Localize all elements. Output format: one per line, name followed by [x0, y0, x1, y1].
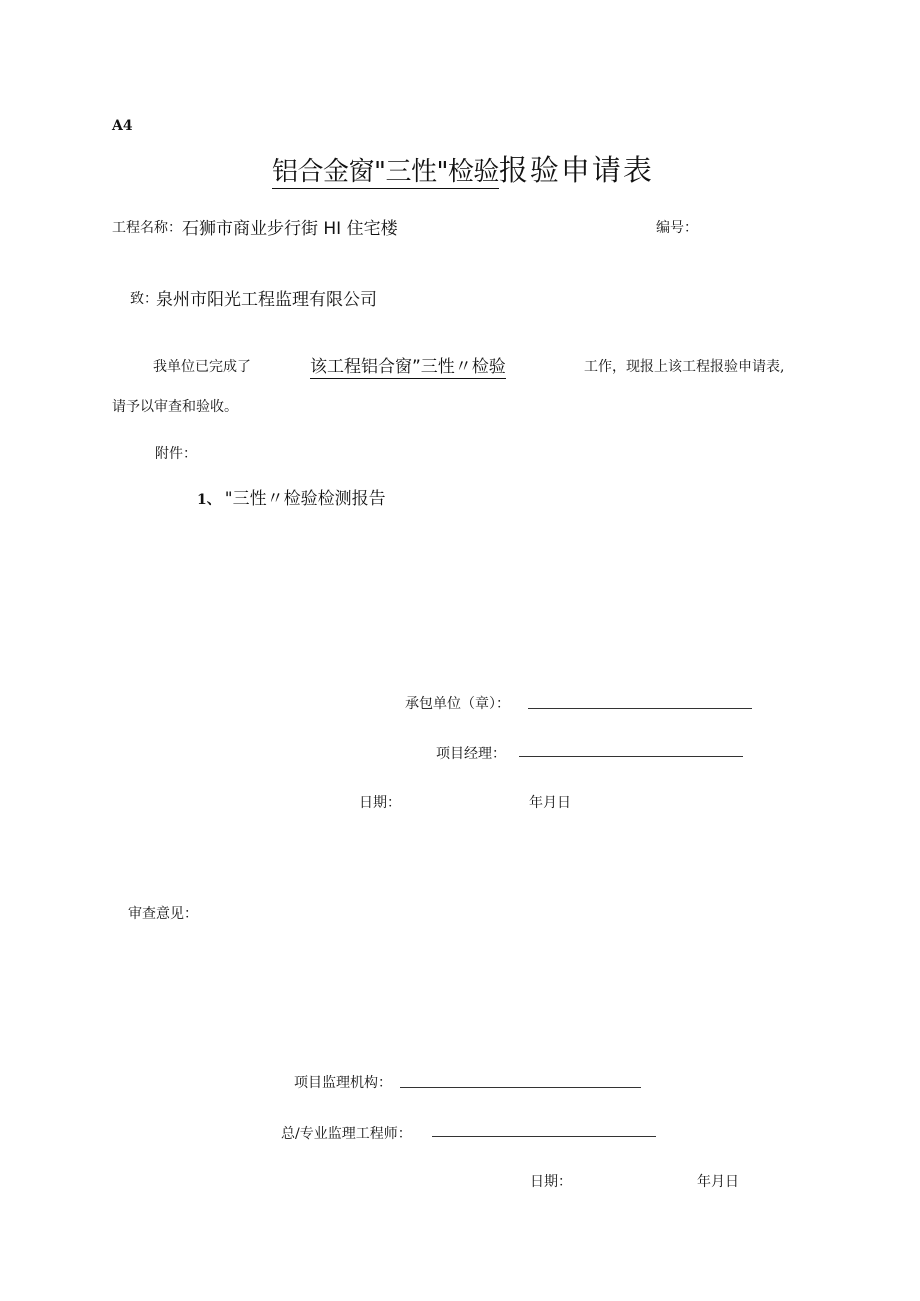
- contractor-date-label: 日期：: [359, 795, 401, 811]
- contractor-unit-label: 承包单位（章）：: [405, 696, 510, 712]
- contractor-date-ymd: 年月日: [529, 795, 571, 811]
- attachment-item-text: "三性〃检验检测报告: [224, 489, 386, 509]
- contractor-unit-signature-line[interactable]: [528, 708, 752, 709]
- form-code: A4: [112, 118, 133, 134]
- attachment-item-number: 1、: [197, 492, 221, 508]
- recipient-value: 泉州市阳光工程监理有限公司: [156, 290, 377, 310]
- project-name-value: 石狮市商业步行街 HI 住宅楼: [182, 219, 398, 239]
- title-subject: 铝合金窗"三性"检验: [272, 157, 499, 187]
- page-title: [272, 148, 654, 189]
- recipient-label: 致：: [130, 291, 158, 307]
- project-manager-label: 项目经理：: [436, 746, 506, 762]
- supervision-date-ymd: 年月日: [697, 1174, 739, 1190]
- statement-line-2: 请予以审查和验收。: [112, 399, 238, 415]
- supervision-engineer-signature-line[interactable]: [432, 1136, 656, 1137]
- supervision-date-label: 日期：: [530, 1174, 572, 1190]
- review-opinion-label: 审查意见：: [128, 906, 198, 922]
- supervision-org-signature-line[interactable]: [400, 1087, 641, 1088]
- attachment-label: 附件：: [155, 446, 197, 462]
- supervision-engineer-label: 总/专业监理工程师：: [281, 1126, 412, 1142]
- attachment-item: [197, 484, 386, 509]
- statement-prefix: 我单位已完成了: [153, 359, 251, 375]
- project-name-label: 工程名称：: [112, 220, 182, 236]
- statement-suffix: 工作，现报上该工程报验申请表,: [584, 359, 785, 375]
- supervision-org-label: 项目监理机构：: [294, 1075, 392, 1091]
- statement-work-item: 该工程铝合窗”三性〃检验: [310, 352, 506, 379]
- project-manager-signature-line[interactable]: [519, 756, 743, 757]
- title-form-name: 报验申请表: [498, 153, 654, 187]
- serial-number-label: 编号：: [656, 220, 698, 236]
